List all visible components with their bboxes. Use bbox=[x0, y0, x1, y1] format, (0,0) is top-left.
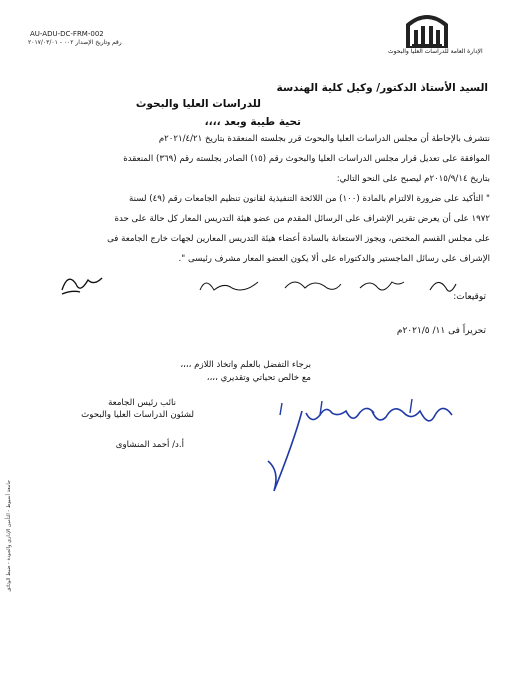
signatory-title-2: لشئون الدراسات العليا والبحوث bbox=[81, 410, 194, 420]
issue-number-date: رقم وتاريخ الإصدار ٠٠٢ - ٢٠١٧/٠٣/٠١ bbox=[28, 39, 122, 46]
body-line-4: " التأكيد على ضرورة الالتزام بالمادة (١٠٠) من اللائحة التنفيذية لقانون تنظيم الجامعات رقم (٤٩) لسنة bbox=[129, 194, 490, 204]
university-logo bbox=[404, 10, 450, 50]
handwritten-signatures bbox=[60, 270, 460, 300]
body-line-5: ١٩٧٢ على أن يعرض تقرير الإشراف على الرسائل المقدم من عضو هيئة التدريس المعار كل حالة على حدة bbox=[114, 214, 490, 224]
greeting: تحية طيبة وبعد ،،،، bbox=[204, 116, 301, 128]
signatures-label: توقيعات: bbox=[453, 292, 486, 302]
body-line-1: نتشرف بالإحاطة أن مجلس الدراسات العليا والبحوث قرر بجلسته المنعقدة بتاريخ ٢٠٢١/٤/٢١م bbox=[158, 134, 490, 144]
body-line-6: على مجلس القسم المختص، ويجوز الاستعانة بالسادة أعضاء هيئة التدريس المعارين لجهات خارج الجامعة فى bbox=[107, 234, 490, 244]
signatory-title-1: نائب رئيس الجامعة bbox=[108, 398, 176, 408]
recipient-line-2: للدراسات العليا والبحوث bbox=[135, 98, 261, 110]
handwritten-blue-annotation bbox=[262, 395, 462, 505]
body-line-7: الإشراف على رسائل الماجستير والدكتوراه على ألا يكون العضو المعار مشرف رئيسى ". bbox=[178, 254, 490, 264]
body-line-2: الموافقة على تعديل قرار مجلس الدراسات العليا والبحوث رقم (١٥) الصادر بجلسته رقم (٣٦٩) المنعقدة bbox=[123, 154, 490, 164]
recipient-line-1: السيد الأستاذ الدكتور/ وكيل كلية الهندسة bbox=[276, 82, 488, 94]
form-code: AU-ADU-DC-FRM-002 bbox=[30, 30, 104, 38]
side-note: جامعة أسيوط - التأمين الإداري والجودة - ضبط الوثائق bbox=[6, 480, 12, 592]
signatory-name: أ.د/ أحمد المنشاوى bbox=[115, 440, 184, 450]
organization-name: الإدارة العامة للدراسات العليا والبحوث bbox=[388, 48, 483, 55]
closing-line-1: برجاء التفضل بالعلم واتخاذ اللازم ،،،، bbox=[180, 360, 311, 370]
closing-line-2: مع خالص تحياتي وتقديري ،،،، bbox=[206, 373, 311, 383]
body-line-3: بتاريخ ٢٠١٥/٩/١٤م ليصبح على النحو التالي: bbox=[336, 174, 490, 184]
issued-date: تحريراً فى ١١/ ٢٠٢١/٥م bbox=[396, 326, 486, 336]
